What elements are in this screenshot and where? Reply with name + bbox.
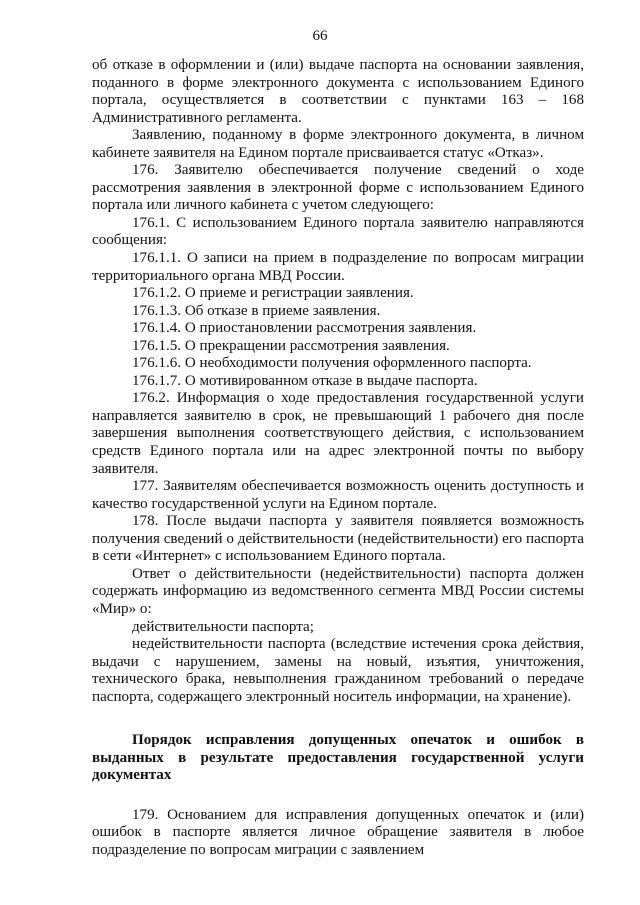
paragraph-validity-item: действительности паспорта; (132, 618, 314, 635)
paragraph-status-otkaz: Заявлению, поданному в форме электронного документа, в личном кабинете заявителя на Едином портале присваивается статус «Отказ». (92, 127, 584, 161)
paragraph-177: 177. Заявителям обеспечивается возможность оценить доступность и качество государственной услуги на Едином портале. (92, 478, 584, 512)
paragraph-176-1-5: 176.1.5. О прекращении рассмотрения заявления. (132, 337, 450, 354)
document-body (92, 57, 584, 860)
paragraph-validity-answer: Ответ о действительности (недействительности) паспорта должен содержать информацию из ведомственного сегмента МВД России системы «Мир» о: (92, 565, 584, 617)
paragraph-176-1-4: 176.1.4. О приостановлении рассмотрения заявления. (132, 320, 477, 337)
paragraph-176-1-2: 176.1.2. О приеме и регистрации заявления. (132, 285, 414, 302)
paragraph-176-1-6: 176.1.6. О необходимости получения оформленного паспорта. (132, 355, 532, 372)
section-heading: Порядок исправления допущенных опечаток и ошибок в выданных в результате предоставления государственной услуги документах (92, 732, 584, 784)
paragraph-176-1-1: 176.1.1. О записи на прием в подразделение по вопросам миграции территориального органа МВД России. (92, 250, 584, 284)
paragraph-continuation: об отказе в оформлении и (или) выдаче паспорта на основании заявления, поданного в форме электронного документа с использованием Единого портала, осуществляется в соответствии с пунктами 163 – 168 Административного регламента. (92, 57, 584, 126)
paragraph-176-2: 176.2. Информация о ходе предоставления государственной услуги направляется заявителю в срок, не превышающий 1 рабочего дня после завершения выполнения соответствующего действия, с использованием средств Единого портала или на адрес электронной почты по выбору заявителя. (92, 390, 584, 477)
paragraph-178: 178. После выдачи паспорта у заявителя появляется возможность получения сведений о действительности (недействительности) его паспорта в сети «Интернет» с использованием Единого портала. (92, 513, 584, 565)
page-number: 66 (312, 28, 328, 44)
paragraph-176-1-3: 176.1.3. Об отказе в приеме заявления. (132, 302, 381, 319)
paragraph-179: 179. Основанием для исправления допущенных опечаток и (или) ошибок в паспорте является личное обращение заявителя в любое подразделение по вопросам миграции с заявлением (92, 806, 584, 858)
paragraph-176-1: 176.1. С использованием Единого портала заявителю направляются сообщения: (92, 214, 584, 249)
paragraph-invalidity-item: недействительности паспорта (вследствие истечения срока действия, выдачи с нарушением, замены на новый, изъятия, уничтожения, технического брака, невыполнения гражданином требований о передаче паспорта, содержащего электронный носитель информации, на хранение). (92, 636, 584, 705)
paragraph-176: 176. Заявителю обеспечивается получение сведений о ходе рассмотрения заявления в электронной форме с использованием Единого портала или личного кабинета с учетом следующего: (92, 162, 584, 214)
paragraph-176-1-7: 176.1.7. О мотивированном отказе в выдаче паспорта. (132, 372, 478, 389)
